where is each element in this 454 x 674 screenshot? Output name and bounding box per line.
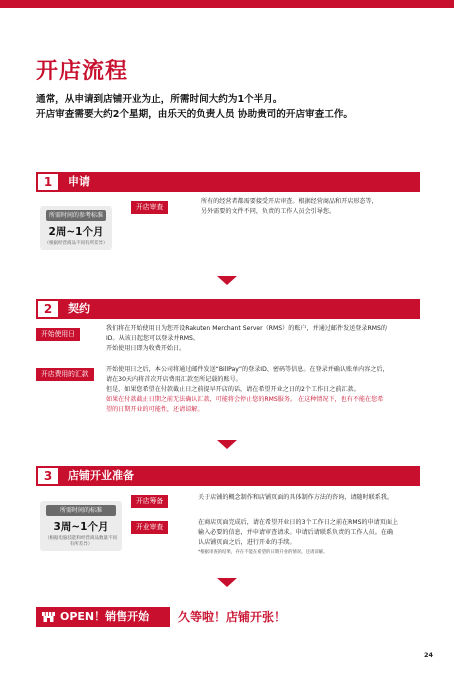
time-note: （根据电脑技能和经营商品数量不同有所差异） [45,536,117,547]
top-accent-bar [0,0,454,8]
time-caption: 所需时间的参考标准 [46,210,106,221]
flow-arrow-icon [217,440,237,449]
section-apply [36,172,420,192]
tag-store-review: 开店审查 [131,201,168,214]
intro-text [36,92,426,122]
opening-review-text: 在商店页面完成后，请在希望开业日的3个工作日之前在RMS的申请页面上 输入必要的信息，并申请审查请求。申请后请联系负责的工作人员。在确 认店铺页面之后，进行开业的手续。 *根据审查的结果，存在不能在希望的日期开业的情况。还请谅解。 [198,518,398,558]
start-date-text: 我们将在开始使用日为您开设Rakuten Merchant Server（RMS）的账户，并通过邮件发送登录RMS的 ID。从该日起您可以登录并RMS。 开始使用日即为收费开始日。 [106,325,387,352]
section-number: 3 [36,466,60,486]
open-banner [36,607,170,627]
flow-arrow-icon [217,276,237,285]
fee-remittance-text: 开始使用日之后，本公司将通过邮件发送“BillPay”的登录ID、密码等信息。在登录并确认账单内容之后， 请在30天内将首次开店费用汇款至所记载的账号。 但是，如果您希望在付款截止日之前提早开店的话，请在希望开业之日的2个工作日之前汇款。 如果在付款截止日期之前无法确认汇款，可能将会停止您的RMS服务。 在这种情况下，也有不能在您希 望的日期开业的可能性，还请谅解。 [106,366,389,413]
page-title: 开店流程 [36,59,129,84]
page-number: 24 [424,651,434,659]
store-setup-text: 关于店铺的概念制作和店铺页面的具体制作方法的咨询，请随时联系我。 [198,494,393,501]
section-label: 店铺开业准备 [68,469,134,482]
section-number: 1 [36,172,60,192]
time-estimate-box [40,501,122,551]
time-caption: 所需时间的标准 [46,505,116,516]
tag-opening-review: 开业审查 [131,521,168,534]
warning-line: 如果在付款截止日期之前无法确认汇款，可能将会停止您的RMS服务。 在这种情况下，也有不能在您希 [106,396,384,403]
tag-start-date: 开始使用日 [36,328,80,341]
open-slogan: 久等啦！店铺开张！ [178,610,287,624]
section-header [36,299,420,319]
section-header [36,172,420,192]
tag-store-setup: 开店筹备 [131,495,168,508]
review-footnote: *根据审查的结果，存在不能在希望的日期开业的情况。还请谅解。 [198,550,328,555]
tag-fee-remittance: 开店费用的汇款 [36,368,94,381]
intro-line: 通常，从申请到店铺开业为止，所需时间大约为1个半月。 [36,94,283,105]
section-label: 申请 [68,175,90,188]
section-header [36,466,420,486]
shop-icon [42,611,55,623]
warning-line: 望的日期开业的可能性，还请谅解。 [106,406,204,413]
open-label: OPEN！销售开始 [60,610,150,623]
flow-arrow-icon [217,578,237,587]
intro-line: 开店审查需要大约2个星期，由乐天的负责人员 协助贵司的开店审查工作。 [36,109,354,120]
section-number: 2 [36,299,60,319]
time-duration: 3周~1个月 [53,521,109,533]
time-note: （根据经营商品不同有所差异） [44,241,108,246]
time-duration: 2周~1个月 [48,226,104,238]
section-contract [36,299,420,319]
time-estimate-box [40,206,112,250]
section-label: 契约 [68,302,90,315]
section-store-preparation [36,466,420,486]
store-review-text: 所有的经营者都需要接受开店审查。根据经营商品和开店形态等， 另外需要的文件不同，负责的工作人员会引导您。 [201,198,378,215]
